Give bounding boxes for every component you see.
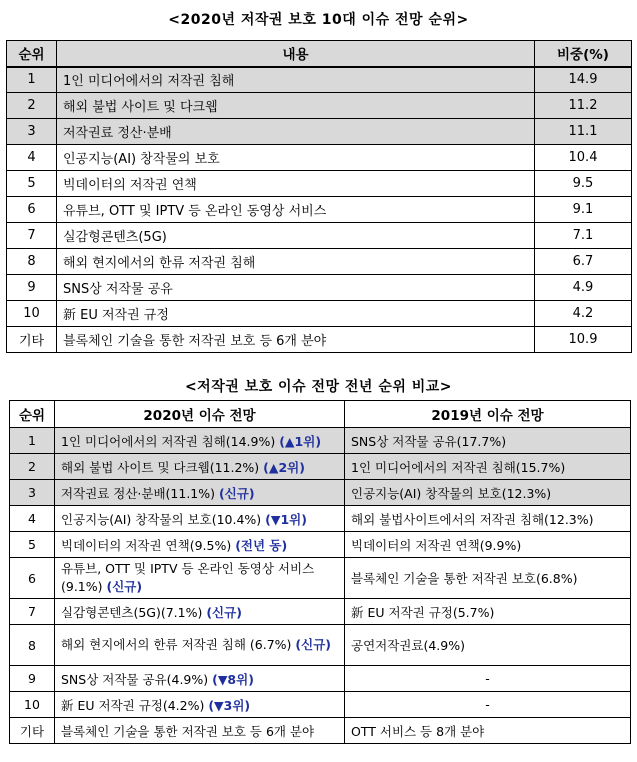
content-cell: 저작권료 정산·분배 — [57, 119, 535, 145]
header-content: 내용 — [57, 41, 535, 67]
header-2020: 2020년 이슈 전망 — [55, 401, 345, 428]
table-row — [7, 145, 632, 171]
issue-2019-cell: - — [345, 692, 631, 718]
issue-ranking-table — [6, 40, 632, 353]
issue-2019-cell: 블록체인 기술을 통한 저작권 보호(6.8%) — [345, 558, 631, 599]
table-row — [7, 275, 632, 301]
share-cell: 9.5 — [535, 171, 632, 197]
header-rank: 순위 — [7, 41, 57, 67]
rank-cell: 4 — [10, 506, 55, 532]
issue-2019-cell: 新 EU 저작권 규정(5.7%) — [345, 599, 631, 625]
share-cell: 14.9 — [535, 67, 632, 93]
table-row — [7, 119, 632, 145]
share-cell: 6.7 — [535, 249, 632, 275]
issue-2020-cell — [55, 532, 345, 558]
rank-cell: 3 — [10, 480, 55, 506]
table-row — [10, 506, 631, 532]
issue-2020-text: 실감형콘텐츠(5G)(7.1%) — [61, 604, 207, 620]
issue-2020-text: 저작권료 정산·분배(11.1%) — [61, 485, 219, 501]
rank-cell: 6 — [10, 558, 55, 599]
table-row — [7, 93, 632, 119]
issue-2019-cell: SNS상 저작물 공유(17.7%) — [345, 428, 631, 454]
issue-2020-text: 해외 현지에서의 한류 저작권 침해 (6.7%) — [61, 637, 296, 652]
rank-cell: 1 — [10, 428, 55, 454]
table-row — [10, 692, 631, 718]
table-row — [10, 428, 631, 454]
content-cell: 유튜브, OTT 및 IPTV 등 온라인 동영상 서비스 — [57, 197, 535, 223]
rank-cell: 2 — [7, 93, 57, 119]
content-cell: 인공지능(AI) 창작물의 보호 — [57, 145, 535, 171]
issue-2020-cell — [55, 718, 345, 744]
rank-cell: 5 — [10, 532, 55, 558]
content-cell: 해외 불법 사이트 및 다크웹 — [57, 93, 535, 119]
rank-change-note: (신규) — [218, 485, 255, 501]
content-cell: 新 EU 저작권 규정 — [57, 301, 535, 327]
issue-2019-cell: 빅데이터의 저작권 연책(9.9%) — [345, 532, 631, 558]
table-row — [7, 327, 632, 353]
issue-2020-cell — [55, 599, 345, 625]
issue-2020-text: SNS상 저작물 공유(4.9%) — [61, 671, 213, 687]
rank-change-note: (▼3위) — [208, 697, 251, 713]
rank-cell: 9 — [10, 666, 55, 692]
rank-cell: 10 — [7, 301, 57, 327]
rank-cell: 3 — [7, 119, 57, 145]
table-row — [10, 599, 631, 625]
header-share: 비중(%) — [535, 41, 632, 67]
issue-2020-cell — [55, 428, 345, 454]
share-cell: 10.9 — [535, 327, 632, 353]
table-row — [7, 249, 632, 275]
issue-2020-cell — [55, 558, 345, 599]
header-2019: 2019년 이슈 전망 — [345, 401, 631, 428]
rank-change-note: (▼8위) — [212, 671, 254, 687]
rank-cell: 1 — [7, 67, 57, 93]
table-row — [7, 197, 632, 223]
share-cell: 7.1 — [535, 223, 632, 249]
table-row — [10, 625, 631, 666]
content-cell: 1인 미디어에서의 저작권 침해 — [57, 67, 535, 93]
rank-change-note: (▲2위) — [263, 459, 305, 475]
issue-2020-text: 빅데이터의 저작권 연책(9.5%) — [61, 537, 236, 553]
issue-2020-cell — [55, 666, 345, 692]
rank-cell: 10 — [10, 692, 55, 718]
rank-cell: 2 — [10, 454, 55, 480]
issue-2020-text: 新 EU 저작권 규정(4.2%) — [61, 697, 209, 713]
table-row — [7, 301, 632, 327]
rank-change-note: (신규) — [295, 637, 331, 652]
content-cell: 블록체인 기술을 통한 저작권 보호 등 6개 분야 — [57, 327, 535, 353]
rank-cell: 7 — [7, 223, 57, 249]
table-row — [10, 532, 631, 558]
issue-2020-text: 인공지능(AI) 창작물의 보호(10.4%) — [61, 511, 266, 527]
header-rank: 순위 — [10, 401, 55, 428]
issue-2020-cell — [55, 692, 345, 718]
rank-cell: 7 — [10, 599, 55, 625]
table-row — [7, 171, 632, 197]
issue-2019-cell: 공연저작권료(4.9%) — [345, 625, 631, 666]
issue-2020-cell — [55, 454, 345, 480]
issue-2020-text: 해외 불법 사이트 및 다크웹(11.2%) — [61, 459, 264, 475]
content-cell: SNS상 저작물 공유 — [57, 275, 535, 301]
issue-2020-cell — [55, 625, 345, 666]
rank-cell: 8 — [10, 625, 55, 666]
issue-2020-text: 1인 미디어에서의 저작권 침해(14.9%) — [61, 433, 280, 449]
table-row — [10, 480, 631, 506]
issue-2020-cell — [55, 506, 345, 532]
issue-2020-text: 유튜브, OTT 및 IPTV 등 온라인 동영상 서비스(9.1%) — [61, 561, 315, 594]
rank-change-note: (▼1위) — [265, 511, 307, 527]
rank-change-note: (전년 동) — [235, 537, 288, 553]
table-row — [10, 558, 631, 599]
table-row — [10, 454, 631, 480]
rank-change-note: (신규) — [206, 604, 242, 620]
issue-2019-cell: 인공지능(AI) 창작물의 보호(12.3%) — [345, 480, 631, 506]
rank-cell: 9 — [7, 275, 57, 301]
issue-2019-cell: OTT 서비스 등 8개 분야 — [345, 718, 631, 744]
issue-2020-text: 블록체인 기술을 통한 저작권 보호 등 6개 분야 — [61, 723, 315, 739]
rank-cell: 기타 — [10, 718, 55, 744]
table-row — [7, 67, 632, 93]
share-cell: 11.2 — [535, 93, 632, 119]
rank-comparison-table — [9, 400, 631, 744]
share-cell: 4.2 — [535, 301, 632, 327]
table1-title: <2020년 저작권 보호 10대 이슈 전망 순위> — [168, 12, 469, 28]
issue-2019-cell: 해외 불법사이트에서의 저작권 침해(12.3%) — [345, 506, 631, 532]
table-row — [7, 223, 632, 249]
table2-title: <저작권 보호 이슈 전망 전년 순위 비교> — [184, 379, 453, 395]
table-header-row — [7, 41, 632, 67]
table-row — [10, 666, 631, 692]
rank-change-note: (신규) — [106, 579, 143, 594]
issue-2019-cell: - — [345, 666, 631, 692]
content-cell: 빅데이터의 저작권 연책 — [57, 171, 535, 197]
share-cell: 11.1 — [535, 119, 632, 145]
rank-cell: 4 — [7, 145, 57, 171]
table-header-row — [10, 401, 631, 428]
rank-cell: 기타 — [7, 327, 57, 353]
content-cell: 해외 현지에서의 한류 저작권 침해 — [57, 249, 535, 275]
share-cell: 10.4 — [535, 145, 632, 171]
issue-2020-cell — [55, 480, 345, 506]
share-cell: 9.1 — [535, 197, 632, 223]
rank-cell: 6 — [7, 197, 57, 223]
rank-cell: 5 — [7, 171, 57, 197]
rank-cell: 8 — [7, 249, 57, 275]
share-cell: 4.9 — [535, 275, 632, 301]
content-cell: 실감형콘텐츠(5G) — [57, 223, 535, 249]
table-row — [10, 718, 631, 744]
rank-change-note: (▲1위) — [279, 433, 322, 449]
issue-2019-cell: 1인 미디어에서의 저작권 침해(15.7%) — [345, 454, 631, 480]
